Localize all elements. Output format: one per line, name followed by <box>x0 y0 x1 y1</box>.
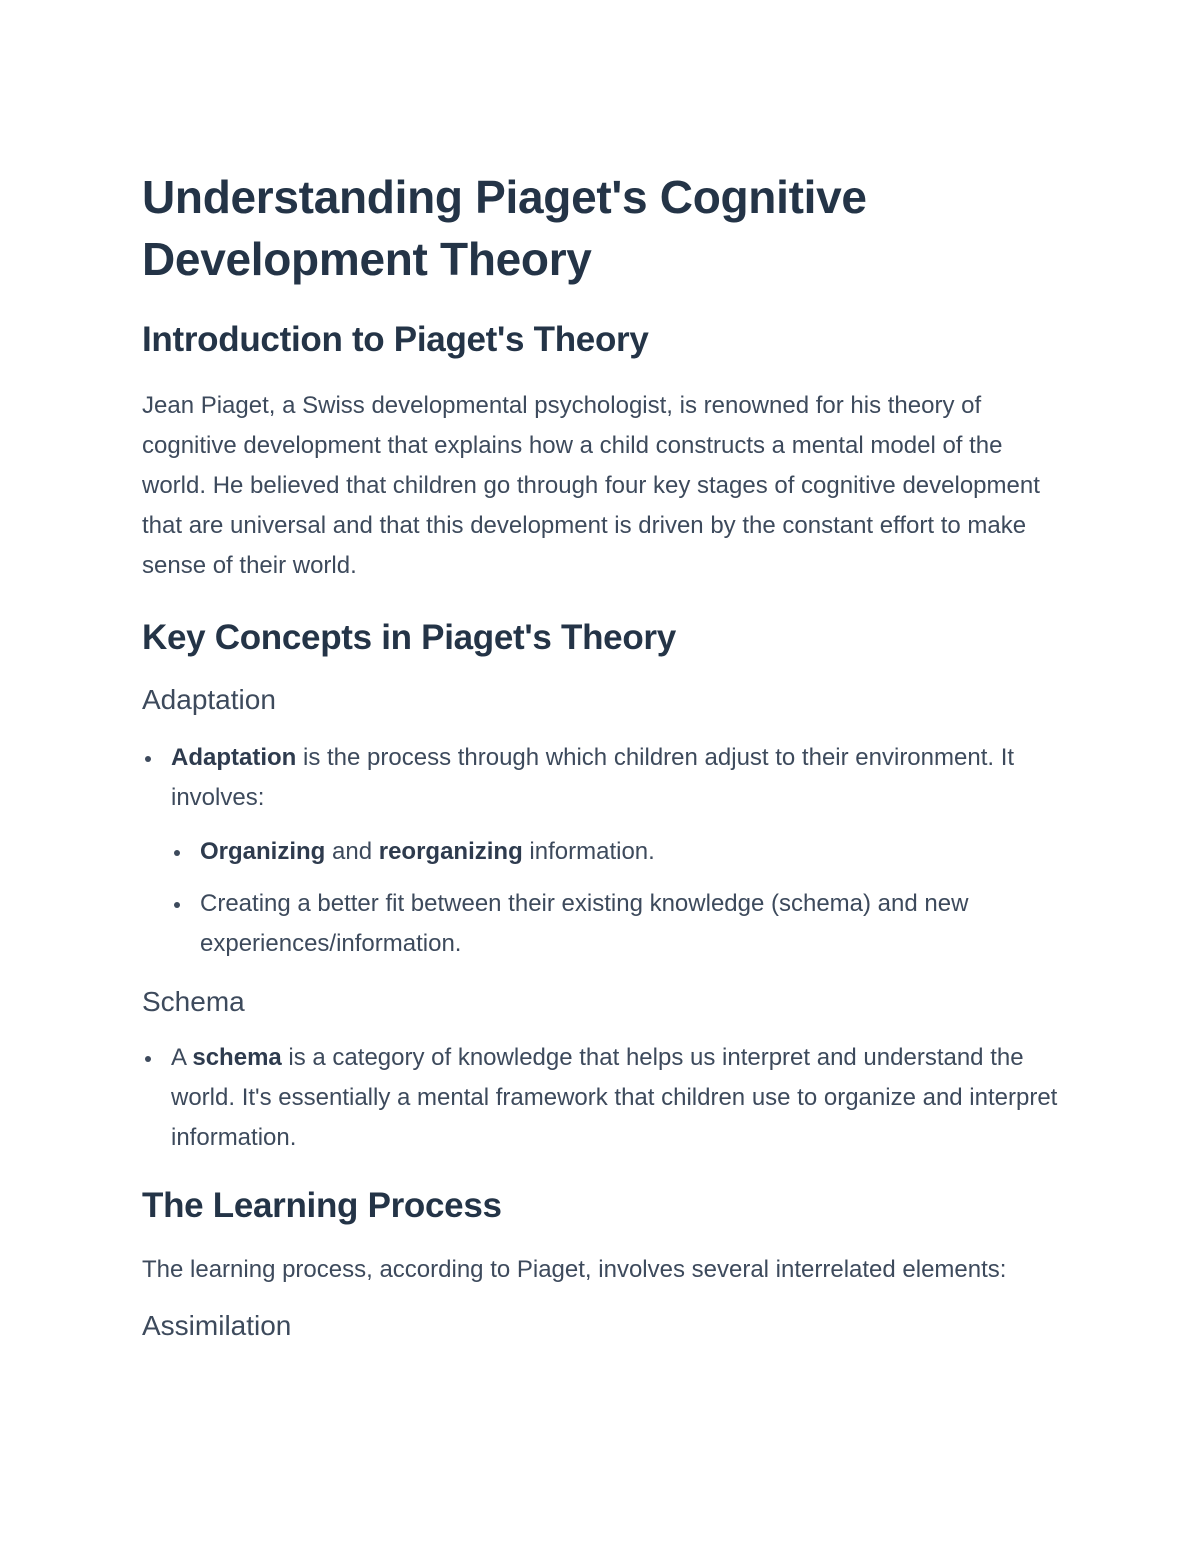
introduction-paragraph: Jean Piaget, a Swiss developmental psychologist, is renowned for his theory of cognitive development that explains how a child constructs a mental model of the world. He believed that children go through four key stages of cognitive development that are universal and that this development is driven by the constant effort to make sense of their world. <box>142 392 1040 579</box>
section-heading-introduction: Introduction to Piaget's Theory <box>142 320 649 359</box>
better-fit-text: Creating a better fit between their existing knowledge (schema) and new experiences/information. <box>200 890 969 957</box>
adaptation-list <box>142 738 1062 964</box>
learning-process-paragraph: The learning process, according to Piaget, involves several interrelated elements: <box>142 1256 1007 1283</box>
subheading-adaptation: Adaptation <box>142 684 276 715</box>
bullet-icon <box>145 1056 151 1062</box>
conjunction-text: and <box>325 838 379 865</box>
adaptation-definition: is the process through which children adjust to their environment. It involves: <box>171 744 1015 811</box>
document-title: Understanding Piaget's Cognitive Development Theory <box>142 171 867 285</box>
document-page <box>142 166 1062 1344</box>
bullet-icon <box>145 756 151 762</box>
bullet-icon <box>174 850 180 856</box>
subheading-assimilation: Assimilation <box>142 1310 292 1341</box>
term-reorganizing: reorganizing <box>378 838 523 865</box>
schema-start-text: A <box>171 1044 193 1071</box>
term-adaptation: Adaptation <box>171 744 297 771</box>
term-schema: schema <box>192 1044 282 1071</box>
list-item-organizing <box>142 832 1062 872</box>
schema-list <box>142 1038 1062 1158</box>
list-item-better-fit <box>142 884 1062 964</box>
section-heading-key-concepts: Key Concepts in Piaget's Theory <box>142 618 676 657</box>
list-item-adaptation <box>142 738 1062 818</box>
schema-definition: is a category of knowledge that helps us interpret and understand the world. It's essentially a mental framework that children use to organize and interpret information. <box>171 1044 1058 1151</box>
section-heading-learning-process: The Learning Process <box>142 1186 502 1225</box>
list-item-schema <box>142 1038 1062 1158</box>
term-organizing: Organizing <box>200 838 326 865</box>
subheading-schema: Schema <box>142 986 245 1017</box>
bullet-icon <box>174 902 180 908</box>
organizing-end-text: information. <box>522 838 655 865</box>
